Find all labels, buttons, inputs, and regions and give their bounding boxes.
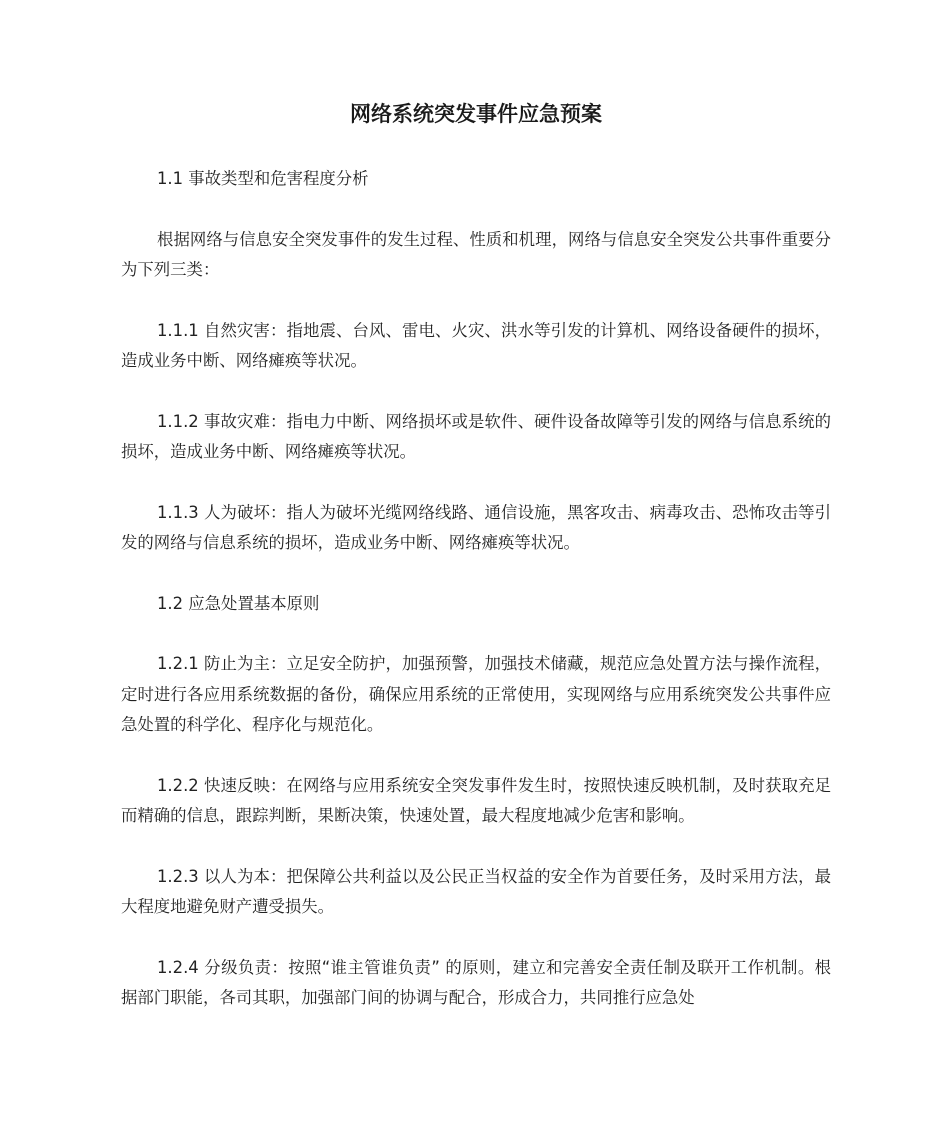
section-heading: 1.2 应急处置基本原则 [157, 593, 320, 613]
body-paragraph: 1.1.1 自然灾害：指地震、台风、雷电、火灾、洪水等引发的计算机、网络设备硬件的损坏，造成业务中断、网络瘫痪等状况。 [121, 320, 831, 370]
body-paragraph: 1.1.2 事故灾难：指电力中断、网络损坏或是软件、硬件设备故障等引发的网络与信息系统的损坏，造成业务中断、网络瘫痪等状况。 [121, 411, 831, 461]
body-paragraph: 根据网络与信息安全突发事件的发生过程、性质和机理，网络与信息安全突发公共事件重要分为下列三类： [121, 229, 831, 279]
section-heading: 1.1 事故类型和危害程度分析 [157, 169, 369, 188]
body-paragraph: 1.1.3 人为破坏：指人为破坏光缆网络线路、通信设施，黑客攻击、病毒攻击、恐怖攻击等引发的网络与信息系统的损坏，造成业务中断、网络瘫痪等状况。 [121, 502, 831, 552]
body-paragraph: 1.2.1 防止为主：立足安全防护，加强预警，加强技术储藏，规范应急处置方法与操作流程，定时进行各应用系统数据的备份，确保应用系统的正常使用，实现网络与应用系统突发公共事件应急处置的科学化、程序化与规范化。 [121, 654, 831, 734]
body-paragraph: 1.2.4 分级负责：按照“谁主管谁负责” 的原则，建立和完善安全责任制及联开工作机制。根据部门职能，各司其职，加强部门间的协调与配合，形成合力，共同推行应急处 [121, 957, 831, 1007]
document-title: 网络系统突发事件应急预案 [350, 102, 602, 126]
body-paragraph: 1.2.2 快速反映：在网络与应用系统安全突发事件发生时，按照快速反映机制，及时获取充足而精确的信息，跟踪判断，果断决策，快速处置，最大程度地减少危害和影响。 [121, 775, 831, 825]
body-paragraph: 1.2.3 以人为本：把保障公共利益以及公民正当权益的安全作为首要任务，及时采用方法，最大程度地避免财产遭受损失。 [121, 866, 831, 916]
document-page [121, 96, 831, 1044]
